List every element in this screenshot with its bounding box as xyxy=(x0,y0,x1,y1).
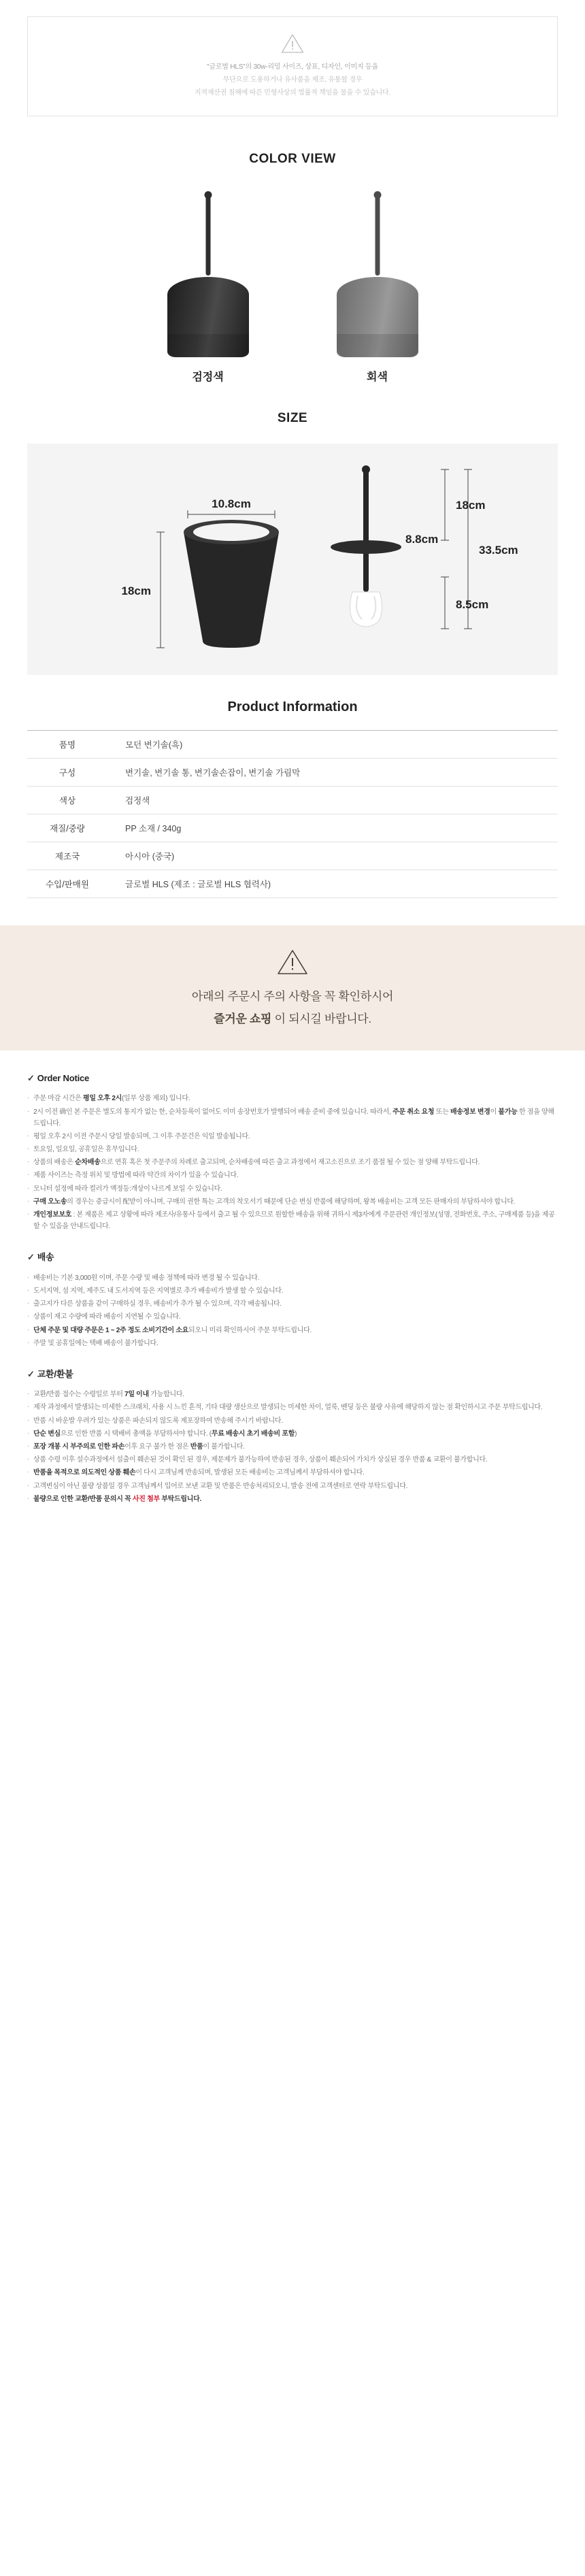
caution-rest: 이 되시길 바랍니다. xyxy=(271,1012,371,1025)
row-value: 모던 변기솔(흑) xyxy=(125,740,183,750)
brush-holder xyxy=(167,277,249,357)
list-item: · 고객변심이 아닌 불량 상품일 경우 고객님께서 입어로 보낸 교환 및 반품은 반송처리되오니, 발송 전에 고객센터로 연락 부탁드립니다. xyxy=(27,1481,558,1492)
row-label: 재질/중량 xyxy=(27,814,107,842)
exchange-list xyxy=(27,1389,558,1505)
list-item: · 불량으로 인한 교환/반품 문의시 꼭 사진 첨부 부탁드립니다. xyxy=(27,1493,558,1505)
exchange-refund-section xyxy=(27,1367,558,1505)
list-item: · 교환/반품 접수는 수령일로 부터 7일 이내 가능합니다. xyxy=(27,1389,558,1400)
product-image-black xyxy=(135,194,281,357)
list-item: · 상품 수령 이후 설수과정에서 설출이 훼손된 것이 확인 된 경우, 제문제가 불가능하여 반송된 경우, 상품이 훼손되어 가치가 상실된 경우 반품 & 교환이 불가합니다. xyxy=(27,1454,558,1466)
row-label: 제조국 xyxy=(27,842,107,870)
list-item: · 제품 사이즈는 측정 위치 및 방법에 따라 약간의 차이가 있을 수 있습니다. xyxy=(27,1170,558,1181)
dim-brush-total: 33.5cm xyxy=(479,544,518,557)
handle-rod xyxy=(375,194,380,276)
list-item: · 토요일, 일요일, 공휴일은 휴무입니다. xyxy=(27,1144,558,1155)
list-item: · 반품 시 바운발 우려가 있는 상품은 파손되지 않도록 제포장하여 반송해 주시기 바랍니다. xyxy=(27,1415,558,1427)
bottom-spacer xyxy=(0,1506,585,1524)
row-label: 구성 xyxy=(27,759,107,787)
row-label: 수입/판매원 xyxy=(27,870,107,898)
row-label: 품명 xyxy=(27,731,107,759)
list-item: · 도서지역, 섬 지역, 제주도 내 도서지역 등은 지역별로 추가 배송비가 발생 할 수 있습니다. xyxy=(27,1285,558,1297)
table-row xyxy=(27,731,558,759)
product-detail-page xyxy=(0,16,585,1524)
check-icon: ✓ xyxy=(27,1368,35,1379)
table-row xyxy=(27,870,558,898)
color-label-gray: 회색 xyxy=(367,371,388,383)
row-value: PP 소재 / 340g xyxy=(125,824,182,833)
list-item: · 반품을 목적으로 의도적인 상품 훼손이 다시 고객님께 반송되며, 발생된 모든 배송비는 고객님께서 부담하셔야 합니다. xyxy=(27,1467,558,1479)
shipping-heading xyxy=(27,1250,558,1265)
dim-brush-head-width: 8.8cm xyxy=(405,533,439,546)
row-label: 색상 xyxy=(27,787,107,814)
color-view-gallery xyxy=(0,194,585,384)
list-item: · 평일 오후 2시 이전 주문시 당일 발송되며, 그 이후 주문건은 익일 발송됩니다. xyxy=(27,1131,558,1142)
warning-triangle-icon xyxy=(281,33,304,54)
list-item: · 포장 개봉 시 부주의로 인한 파손이후 요구 불가 한 점은 반품이 불가합니다. xyxy=(27,1441,558,1453)
dim-bucket-height: 18cm xyxy=(121,584,151,597)
size-diagram xyxy=(27,444,558,675)
row-value: 글로벌 HLS (제조 : 글로벌 HLS 협력사) xyxy=(125,880,271,889)
check-icon: ✓ xyxy=(27,1073,35,1083)
toilet-brush-illustration xyxy=(327,194,429,357)
list-item: · 단순 변심으로 인한 반품 시 택배비 총액을 부담하셔야 합니다. (무료 배송시 초기 배송비 포함) xyxy=(27,1428,558,1440)
row-value: 변기솔, 변기솔 통, 변기솔손잡이, 변기솔 가림막 xyxy=(125,768,301,778)
size-title: SIZE xyxy=(277,411,308,425)
list-item: · 개인정보보호 : 본 제품은 제고 상황에 따라 제조사/유통사 등에서 출고 될 수 있으므로 원할한 배송을 위해 귀하시 제3자에게 주문관련 개인정보(성명, 전화번호, 주소, 구매제품 등)을 제공할 수 있음을 안내드립니다. xyxy=(27,1209,558,1232)
table-row xyxy=(27,759,558,787)
warning-triangle-icon xyxy=(277,948,308,976)
table-row xyxy=(27,814,558,842)
toilet-brush-illustration xyxy=(157,194,259,357)
list-item: · 2시 이전 确인 본 주문은 별도의 통지가 없는 한, 순차등록이 없어도 이미 송장번호가 발행되어 배송 준비 중에 있습니다. 따라서, 주문 취소 요청 또는 배송정보 변경이 불가능 한 점을 양해드립니다. xyxy=(27,1106,558,1129)
order-notice-section xyxy=(27,1071,558,1232)
list-item: · 주문 마감 시간은 평일 오후 2시(일부 상품 제외) 입니다. xyxy=(27,1093,558,1104)
dim-bucket-diameter: 10.8cm xyxy=(212,497,251,510)
list-item: · 구매 오노송의 경우는 중급시이 配받이 아니며, 구매의 권한 특는 고객의 착오서기 때문에 단순 변심 반품에 해당하며, 왕복 배송비는 고객 모든 판매자의 부담하셔야 합니다. xyxy=(27,1196,558,1208)
color-option-black xyxy=(135,194,281,384)
size-diagram-svg xyxy=(27,444,558,675)
product-image-gray xyxy=(304,194,450,357)
brush-holder xyxy=(337,277,418,357)
shipping-section xyxy=(27,1250,558,1349)
list-item: · 제작 과정에서 발생되는 미세한 스크래치, 사용 시 느낀 흔적, 기타 대량 생산으로 발생되는 미세한 차이, 얼룩, 밴딩 등은 불량 사유에 해당하지 않는 점 확인하시고 주문 부탁드립니다. xyxy=(27,1402,558,1413)
color-label-black: 검정색 xyxy=(192,371,224,383)
check-icon: ✓ xyxy=(27,1252,35,1263)
dim-brush-lower: 8.5cm xyxy=(456,598,489,611)
caution-line-1: 아래의 주문시 주의 사항을 꼭 확인하시어 xyxy=(191,990,394,1003)
dim-handle-height: 18cm xyxy=(456,499,486,512)
color-option-gray xyxy=(304,194,450,384)
product-information-table xyxy=(27,730,558,898)
caution-bold: 즐거운 쇼핑 xyxy=(214,1012,272,1025)
list-item: · 배송비는 기본 3,000원 이며, 주문 수량 및 배송 정책에 따라 변경 될 수 있습니다. xyxy=(27,1272,558,1284)
top-notice-line-1: "글로벌 HLS"의 30w-리밍 사이즈, 상표, 디자인, 이미지 등을 xyxy=(207,63,378,71)
table-row xyxy=(27,842,558,870)
order-caution-banner xyxy=(0,925,585,1051)
row-value: 검정색 xyxy=(125,796,150,806)
list-item: · 상품의 배송은 순차배송으로 연휴 혹은 첫 주문주의 차례로 출고되며, 순차배송에 따른 출고 과정에서 재고소진으로 조기 품절 될 수 있는 점 양해 부탁드립니다. xyxy=(27,1157,558,1168)
list-item: · 주말 및 공휴일에는 택배 배송이 불가합니다. xyxy=(27,1338,558,1349)
order-notice-heading xyxy=(27,1071,558,1086)
shipping-heading-text: 배송 xyxy=(37,1252,54,1263)
order-notice-heading-text: Order Notice xyxy=(37,1073,90,1083)
order-notice-list xyxy=(27,1093,558,1232)
top-notice-line-2: 무단으로 도용하거나 유사품을 제조, 유통할 경우 xyxy=(222,76,363,84)
color-view-title: COLOR VIEW xyxy=(249,152,336,166)
list-item: · 상품이 재고 수량에 따라 배송이 지연될 수 있습니다. xyxy=(27,1311,558,1323)
shipping-list xyxy=(27,1272,558,1349)
handle-rod xyxy=(205,194,210,276)
exchange-heading xyxy=(27,1367,558,1382)
product-information-title: Product Information xyxy=(227,699,358,714)
list-item: · 출고지가 다른 상품을 같이 구매하실 경우, 배송비가 추가 될 수 있으며, 각각 배송됩니다. xyxy=(27,1298,558,1310)
exchange-heading-text: 교환/환불 xyxy=(37,1368,73,1379)
table-row xyxy=(27,787,558,814)
top-notice-line-3: 지적재산권 침해에 따른 민형사상의 법률적 책임을 물을 수 있습니다. xyxy=(194,89,391,97)
list-item: · 단체 주문 및 대량 주문은 1 ~ 2주 정도 소비기간이 소요되오니 미리 확인하시어 주문 부탁드립니다. xyxy=(27,1325,558,1336)
row-value: 아시아 (중국) xyxy=(125,852,175,861)
list-item: · 모니터 설정에 따라 컬러가 액정등:개상이 나르게 보일 수 있습니다. xyxy=(27,1183,558,1195)
top-copyright-notice xyxy=(27,16,558,116)
caution-line-2 xyxy=(0,1009,585,1026)
